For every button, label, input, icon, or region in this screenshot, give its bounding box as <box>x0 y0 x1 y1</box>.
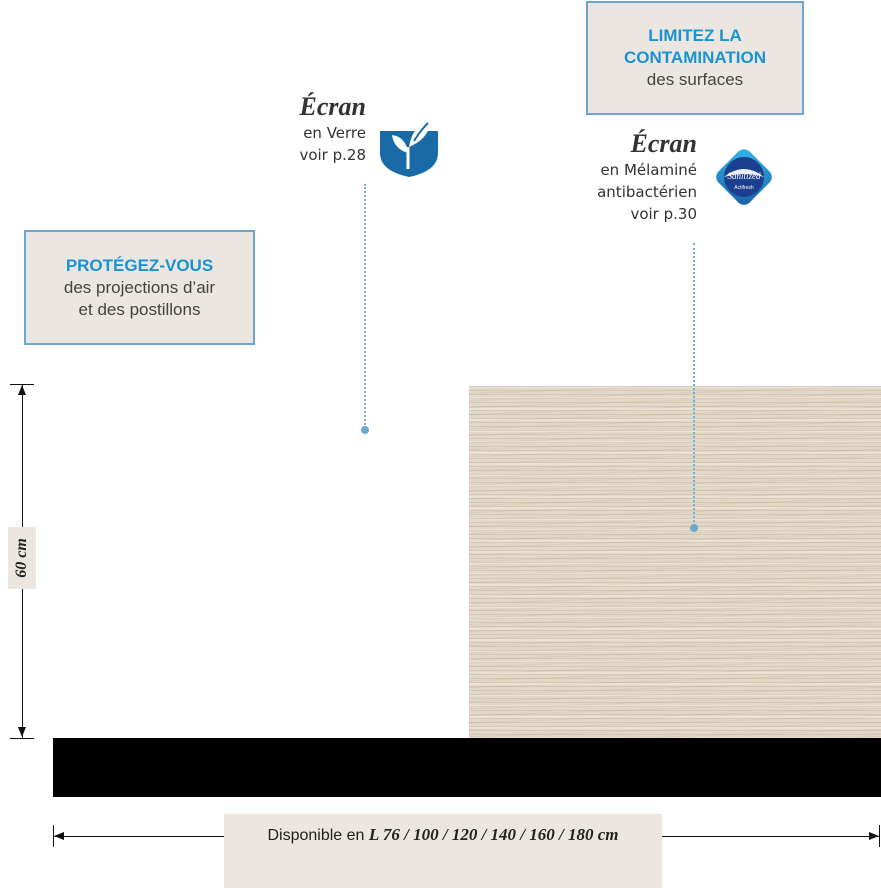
height-arrow-down <box>18 727 26 737</box>
callout-protect-sub-2: et des postillons <box>78 300 201 319</box>
melamine-screen-line-1: en Mélaminé <box>600 161 697 179</box>
melamine-leader-line <box>693 243 695 526</box>
glass-leader-line <box>364 184 366 428</box>
glass-screen-label <box>260 92 366 166</box>
height-dimension-bottom-tick <box>10 738 34 739</box>
sanitized-badge-brand: Sanitized <box>727 171 761 181</box>
melamine-leader-dot <box>690 524 698 532</box>
height-dimension-text: 60 cm <box>13 538 31 578</box>
width-arrow-left <box>54 832 64 840</box>
glass-screen-line-2: voir p.28 <box>299 146 366 164</box>
availability-label <box>224 814 662 888</box>
callout-limit-sub: des surfaces <box>646 70 744 89</box>
callout-limit-contamination <box>586 1 804 115</box>
callout-protect-sub-1: des projections d’air <box>63 278 216 297</box>
availability-prefix: Disponible en <box>267 827 365 844</box>
eco-leaf-icon <box>378 113 440 179</box>
sanitized-badge-icon <box>711 144 777 210</box>
glass-leader-dot <box>361 426 369 434</box>
availability-sizes: L 76 / 100 / 120 / 140 / 160 / 180 cm <box>368 825 619 844</box>
callout-limit-highlight-1: LIMITEZ LA <box>648 26 742 45</box>
glass-screen-line-1: en Verre <box>303 124 366 142</box>
callout-limit-highlight-2: CONTAMINATION <box>624 48 766 67</box>
melamine-wood-panel <box>469 386 881 738</box>
melamine-screen-title: Écran <box>630 129 697 158</box>
desk-top <box>53 738 881 797</box>
melamine-screen-line-3: voir p.30 <box>630 205 697 223</box>
glass-screen-title: Écran <box>299 92 366 121</box>
sanitized-badge-sub: Actifresh <box>734 185 754 191</box>
width-arrow-right <box>869 832 879 840</box>
melamine-screen-label <box>570 129 697 225</box>
callout-protect-highlight: PROTÉGEZ-VOUS <box>65 256 214 275</box>
melamine-screen-line-2: antibactérien <box>597 183 697 201</box>
callout-protect <box>24 230 255 345</box>
height-dimension-label <box>8 527 36 589</box>
height-arrow-up <box>18 385 26 395</box>
